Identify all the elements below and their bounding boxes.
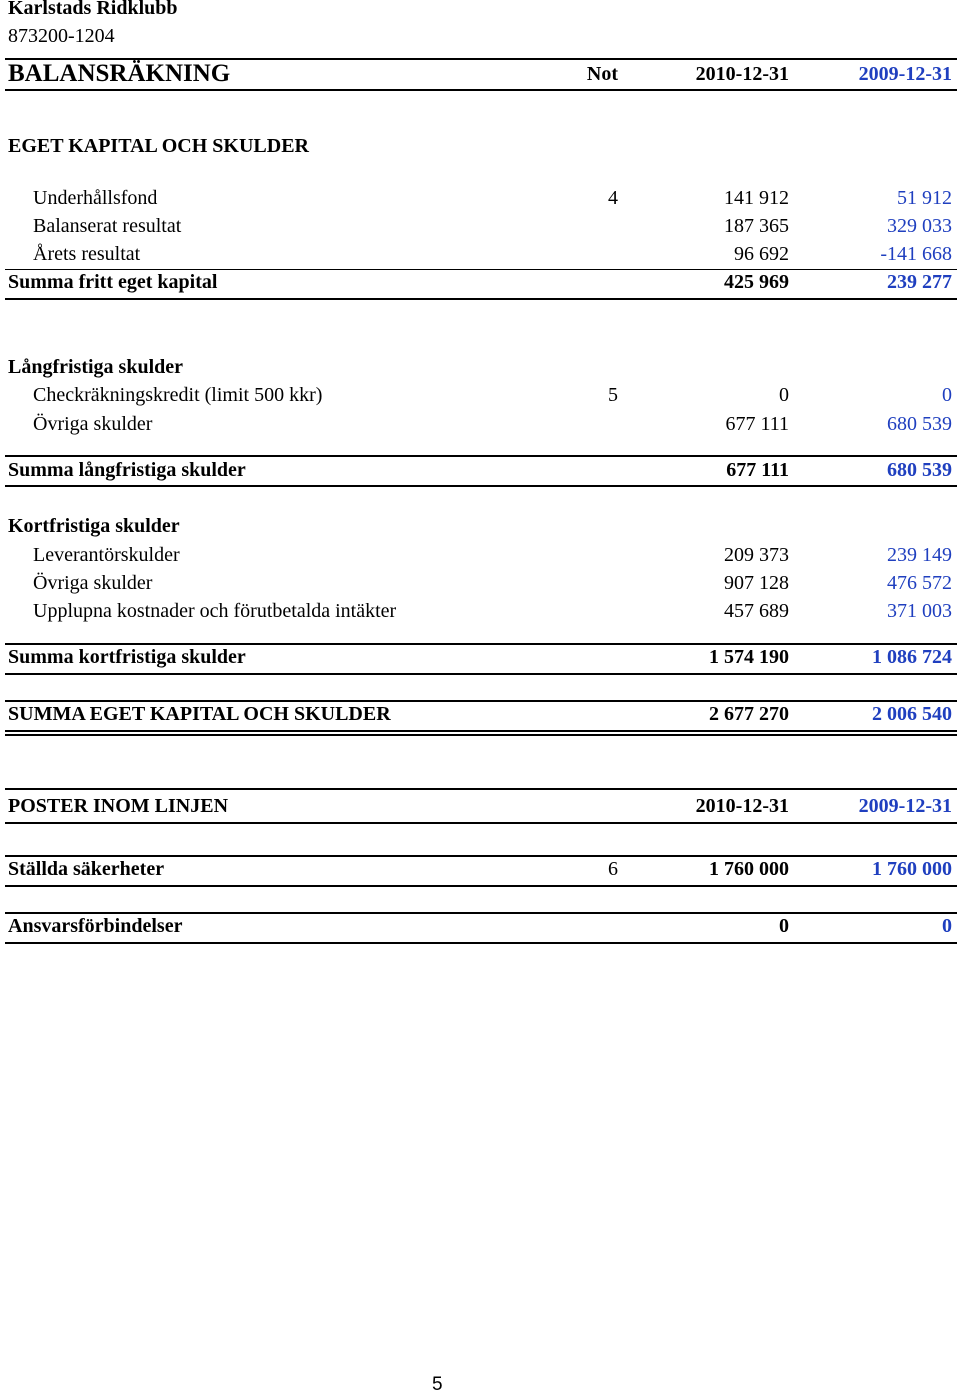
divider bbox=[5, 788, 957, 790]
subtotal-row bbox=[0, 646, 960, 674]
table-row bbox=[0, 413, 960, 441]
pledged-assets-previous: 1 760 000 bbox=[872, 858, 952, 880]
subtotal-current-value: 1 574 190 bbox=[709, 646, 789, 668]
divider bbox=[5, 942, 957, 944]
table-row bbox=[0, 215, 960, 243]
section-heading-equity: EGET KAPITAL OCH SKULDER bbox=[8, 135, 309, 157]
section-heading-label: Kortfristiga skulder bbox=[8, 515, 180, 537]
pledged-assets-row bbox=[0, 858, 960, 886]
row-note: 5 bbox=[608, 384, 618, 406]
row-previous-value: 371 003 bbox=[887, 600, 952, 622]
off-balance-header-row bbox=[0, 795, 960, 823]
divider bbox=[5, 673, 957, 675]
grand-total-label: SUMMA EGET KAPITAL OCH SKULDER bbox=[8, 703, 391, 725]
row-previous-value: 680 539 bbox=[887, 413, 952, 435]
divider bbox=[5, 730, 957, 732]
subtotal-label: Summa långfristiga skulder bbox=[8, 459, 246, 481]
table-row bbox=[0, 572, 960, 600]
row-previous-value: 0 bbox=[942, 384, 952, 406]
row-current-value: 457 689 bbox=[724, 600, 789, 622]
grand-total-current-value: 2 677 270 bbox=[709, 703, 789, 725]
section-heading-shortterm bbox=[0, 515, 960, 543]
contingent-liabilities-current: 0 bbox=[779, 915, 789, 937]
row-current-value: 96 692 bbox=[734, 243, 789, 265]
row-label: Balanserat resultat bbox=[33, 215, 182, 237]
row-label: Underhållsfond bbox=[33, 187, 158, 209]
page-number: 5 bbox=[432, 1374, 443, 1395]
row-current-value: 0 bbox=[779, 384, 789, 406]
subtotal-current-value: 677 111 bbox=[726, 459, 789, 481]
row-note: 4 bbox=[608, 187, 618, 209]
divider bbox=[5, 643, 957, 645]
table-row bbox=[0, 187, 960, 215]
organization-number: 873200-1204 bbox=[8, 25, 115, 47]
table-row bbox=[0, 384, 960, 412]
subtotal-previous-value: 239 277 bbox=[887, 271, 952, 293]
row-previous-value: 476 572 bbox=[887, 572, 952, 594]
divider bbox=[5, 855, 957, 857]
subtotal-row bbox=[0, 459, 960, 487]
pledged-assets-label: Ställda säkerheter bbox=[8, 858, 165, 880]
divider bbox=[5, 269, 957, 270]
column-header-note: Not bbox=[586, 63, 618, 85]
divider bbox=[5, 298, 957, 300]
column-header-previous: 2009-12-31 bbox=[858, 63, 952, 85]
row-previous-value: 239 149 bbox=[887, 544, 952, 566]
organization-name: Karlstads Ridklubb bbox=[8, 0, 178, 19]
subtotal-label: Summa kortfristiga skulder bbox=[8, 646, 246, 668]
row-label: Upplupna kostnader och förutbetalda intäkter bbox=[33, 600, 397, 622]
row-label: Övriga skulder bbox=[33, 413, 153, 435]
divider bbox=[5, 89, 957, 91]
section-heading-longterm bbox=[0, 356, 960, 384]
divider bbox=[5, 455, 957, 457]
subtotal-previous-value: 680 539 bbox=[887, 459, 952, 481]
off-balance-column-previous: 2009-12-31 bbox=[858, 795, 952, 817]
pledged-assets-note: 6 bbox=[608, 858, 618, 880]
subtotal-previous-value: 1 086 724 bbox=[872, 646, 952, 668]
contingent-liabilities-previous: 0 bbox=[942, 915, 952, 937]
row-previous-value: -141 668 bbox=[880, 243, 952, 265]
section-heading-label: Långfristiga skulder bbox=[8, 356, 184, 378]
grand-total-previous-value: 2 006 540 bbox=[872, 703, 952, 725]
row-previous-value: 51 912 bbox=[897, 187, 952, 209]
subtotal-label: Summa fritt eget kapital bbox=[8, 271, 218, 293]
divider bbox=[5, 885, 957, 887]
row-label: Leverantörskulder bbox=[33, 544, 180, 566]
row-previous-value: 329 033 bbox=[887, 215, 952, 237]
table-row bbox=[0, 544, 960, 572]
row-current-value: 677 111 bbox=[725, 413, 789, 435]
off-balance-column-current: 2010-12-31 bbox=[695, 795, 789, 817]
row-label: Checkräkningskredit (limit 500 kkr) bbox=[33, 384, 323, 406]
row-current-value: 907 128 bbox=[724, 572, 789, 594]
subtotal-row bbox=[0, 271, 960, 299]
row-label: Övriga skulder bbox=[33, 572, 153, 594]
page-title: BALANSRÄKNING bbox=[8, 60, 231, 87]
row-current-value: 187 365 bbox=[724, 215, 789, 237]
divider bbox=[5, 734, 957, 736]
subtotal-current-value: 425 969 bbox=[724, 271, 789, 293]
divider bbox=[5, 822, 957, 824]
column-header-current: 2010-12-31 bbox=[695, 63, 789, 85]
row-label: Årets resultat bbox=[33, 243, 141, 265]
row-current-value: 141 912 bbox=[724, 187, 789, 209]
off-balance-heading: POSTER INOM LINJEN bbox=[8, 795, 229, 817]
contingent-liabilities-row bbox=[0, 915, 960, 943]
row-current-value: 209 373 bbox=[724, 544, 789, 566]
divider bbox=[5, 912, 957, 914]
table-row bbox=[0, 243, 960, 271]
divider bbox=[5, 700, 957, 702]
contingent-liabilities-label: Ansvarsförbindelser bbox=[8, 915, 183, 937]
divider bbox=[5, 485, 957, 487]
table-row bbox=[0, 600, 960, 628]
pledged-assets-current: 1 760 000 bbox=[709, 858, 789, 880]
grand-total-row bbox=[0, 703, 960, 731]
